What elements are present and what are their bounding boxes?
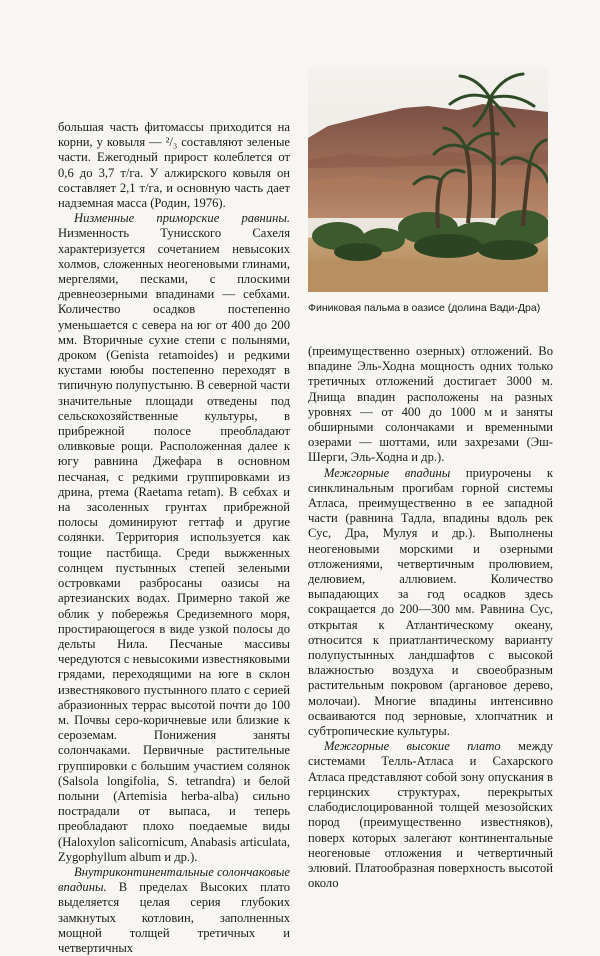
paragraph-lowland-plains (58, 211, 290, 865)
left-text-column (58, 120, 290, 956)
paragraph-high-plateaus (308, 739, 553, 891)
oasis-palm-photo (308, 68, 548, 292)
paragraph-intermountain-basins (308, 466, 553, 740)
paragraph-lowland-plains-body: Низменность Тунисского Сахеля характеризуется сочетанием невысоких холмов, сложенных неогеновыми глинами, мергелями, песками, с плоскими древнеозерными впадинами — себхами. Количество осадков постепенно уменьшается с севера на юг от 400 до 200 мм. Вторичные сухие степи с полынями, дроком (Genista retamoides) и редкими кустами ююбы постепенно переходят в типичную полупустыню. В северной части значительные площади отведены под сельскохозяйственные культуры, в прибрежной полосе преобладают оливковые рощи. Расположенная далее к югу равнина Джефара в основном песчаная, с редкими группировками из дрина, ртема (Raetama retam). В себхах и на засоленных грунтах прибрежной полосы доминируют геттаф и другие солянки. Территория используется как тощие пастбища. Среди выжженных солнцем пустынных степей зелеными островками разбросаны оазисы на артезианских водах. Примерно такой же облик у побережья Средиземного моря, простирающегося в виде узкой полосы до дельты Нила. Песчаные массивы чередуются с невысокими известняковыми грядами, переходящими на юге в склон известнякового пустынного плато с серией абразионных террас высотой почти до 100 м. Почвы серо-коричневые или близкие к сероземам. Понижения заняты солончаками. Первичные растительные группировки с большим участием солянок (Salsola longifolia, S. tetrandra) и белой полыни (Artemisia herba-alba) сильно пострадали от выпаса, и теперь преобладают плохо поедаемые виды (Haloxylon salicornicum, Anabasis articulata, Zygophyllum album и др.). (58, 226, 290, 864)
paragraph-salt-depressions (58, 865, 290, 956)
paragraph-el-hodna: (преимущественно озерных) отложений. Во впадине Эль-Ходна мощность одних только третичных отложений достигает 3000 м. Днища впадин расположены на разных уровнях — от 400 до 1000 м и заняты обширными солончаками и временными озерами — шоттами, или захрезами (Эш-Шерги, Эль-Ходна и др.). (308, 344, 553, 465)
paragraph-intermountain-basins-body: приурочены к синклинальным прогибам горной системы Атласа, преимущественно в ее западной части (равнина Тадла, впадины вдоль рек Сус, Дра, Мулуя и др.). Выполнены неогеновыми морскими и озерными отложениями, четвертичным пролювием, делювием, аллювием. Количество выпадающих за год осадков здесь сокращается до 200—300 мм. Равнина Сус, открытая к Атлантическому океану, относится к приатлантическому варианту полупустынных ландшафтов с высокой влажностью воздуха и своеобразным растительным покровом (аргановое дерево, молочаи). Многие впадины интенсивно осваиваются под зерновые, хлопчатник и субтропические культуры. (308, 465, 553, 739)
section-heading-lowland-plains: Низменные приморские равнины. (74, 211, 290, 226)
paragraph-fitomassa: большая часть фитомассы приходится на корни, у ковыля — ²/₃ составляют зеленые части. Ежегодный прирост колеблется от 0,6 до 3,7 т/га. У алжирского ковыля он составляет 2,1 т/га, и основную часть дает надземная масса (Родин, 1976). (58, 120, 290, 211)
section-heading-high-plateaus: Межгорные высокие плато (324, 739, 501, 754)
section-heading-intermountain-basins: Межгорные впадины (324, 465, 451, 480)
section-heading-salt-depressions: Внутриконтинентальные солончаковые впадины. (58, 864, 290, 895)
figure-caption: Финиковая пальма в оазисе (долина Вади-Дра) (308, 302, 541, 314)
right-text-column (308, 344, 553, 891)
paragraph-salt-depressions-body: В пределах Высоких плато выделяется целая серия глубоких замкнутых котловин, заполненных мощной толщей третичных и четвертичных (58, 880, 290, 955)
paragraph-high-plateaus-body: между системами Телль-Атласа и Сахарского Атласа представляют собой зону опускания в герцинских структурах, перекрытых слабодислоцированной толщей мезозойских пород (преимущественно известняков), поверх которых залегают континентальные неогеновые отложения и четвертичный элювий. Платообразная поверхность высотой около (308, 739, 553, 891)
